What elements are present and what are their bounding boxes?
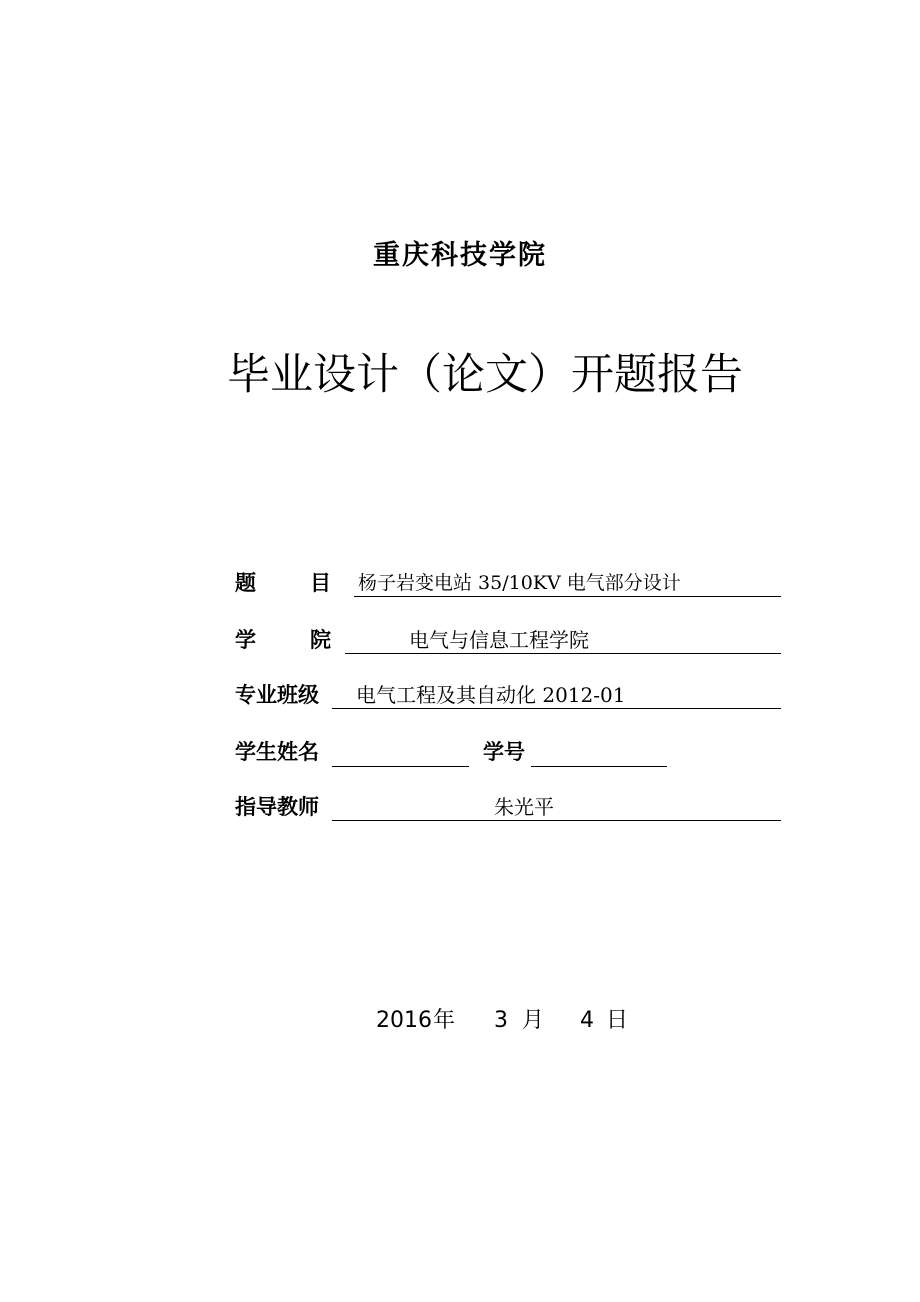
major-field[interactable]: 电气工程及其自动化 2012-01: [332, 678, 781, 709]
topic-row: [235, 566, 781, 600]
major-row: [235, 678, 781, 712]
topic-label-second: 目: [310, 571, 331, 595]
college-label-second: 院: [310, 628, 331, 652]
advisor-row: [235, 790, 781, 824]
date-day-unit: 日: [606, 1008, 629, 1033]
advisor-field[interactable]: 朱光平: [332, 790, 781, 821]
date-year: 2016: [376, 1008, 432, 1033]
college-row: [235, 623, 781, 657]
advisor-label: 指导教师: [235, 795, 319, 819]
student-id-field[interactable]: [531, 735, 667, 767]
college-label-first: 学: [235, 628, 256, 652]
date-month-unit: 月: [522, 1008, 545, 1033]
student-name-label: 学生姓名: [235, 740, 319, 764]
document-title: 毕业设计（论文）开题报告: [227, 350, 743, 400]
major-label: 专业班级: [235, 683, 319, 707]
topic-field[interactable]: 杨子岩变电站 35/10KV 电气部分设计: [354, 566, 781, 597]
topic-label-first: 题: [235, 571, 256, 595]
school-name: 重庆科技学院: [373, 240, 547, 271]
student-id-label: 学号: [483, 740, 525, 764]
student-row: [235, 735, 781, 769]
college-field[interactable]: 电气与信息工程学院: [345, 623, 781, 654]
date-day: 4: [580, 1008, 594, 1033]
date-year-unit: 年: [433, 1008, 456, 1033]
student-name-field[interactable]: [332, 735, 469, 767]
date-month: 3: [494, 1008, 508, 1033]
